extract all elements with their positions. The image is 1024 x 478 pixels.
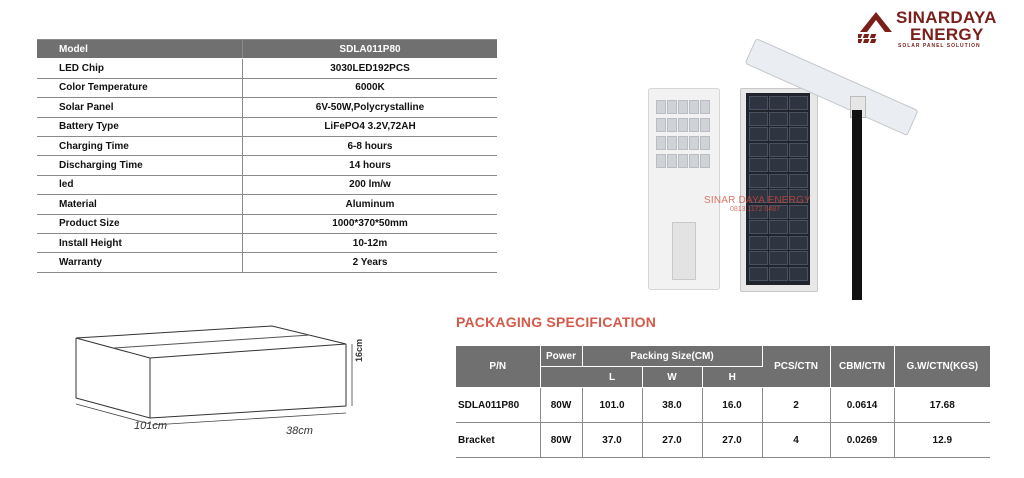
mounting-bracket-image — [672, 222, 696, 280]
solar-cell — [769, 127, 788, 141]
led-module — [667, 154, 677, 168]
w-header: W — [642, 367, 702, 388]
led-module — [700, 100, 710, 114]
pcs-cell: 2 — [762, 388, 830, 423]
pcs-ctn-header: PCS/CTN — [762, 346, 830, 388]
watermark-text: SINAR DAYA ENERGY — [704, 195, 811, 206]
spec-row — [37, 59, 497, 78]
led-module — [678, 154, 688, 168]
led-module — [689, 100, 699, 114]
h-cell: 27.0 — [702, 423, 762, 458]
spec-header-key: Model — [37, 40, 243, 59]
solar-cell — [789, 220, 808, 234]
solar-cell — [769, 220, 788, 234]
solar-cell — [789, 174, 808, 188]
led-module — [667, 136, 677, 150]
spec-row — [37, 117, 497, 136]
pn-header: P/N — [456, 346, 540, 388]
box-width-label: 38cm — [286, 425, 313, 437]
pcs-cell: 4 — [762, 423, 830, 458]
spec-value: 200 lm/w — [243, 175, 498, 194]
w-cell: 27.0 — [642, 423, 702, 458]
spec-header-value: SDLA011P80 — [243, 40, 498, 59]
solar-cell — [749, 158, 768, 172]
solar-cell — [749, 112, 768, 126]
watermark-phone: 0813 1172 0487 — [730, 206, 781, 213]
w-cell: 38.0 — [642, 388, 702, 423]
led-module — [700, 136, 710, 150]
spec-key: led — [37, 175, 243, 194]
spec-value: LiFePO4 3.2V,72AH — [243, 117, 498, 136]
spec-row — [37, 78, 497, 97]
led-module — [700, 118, 710, 132]
pole-image — [852, 110, 862, 300]
spec-value: 3030LED192PCS — [243, 59, 498, 78]
power-cell: 80W — [540, 423, 582, 458]
packaging-title: PACKAGING SPECIFICATION — [456, 314, 657, 330]
spec-value: 10-12m — [243, 233, 498, 252]
spec-key: Discharging Time — [37, 156, 243, 175]
solar-cell — [789, 158, 808, 172]
spec-value: Aluminum — [243, 195, 498, 214]
cbm-cell: 0.0614 — [830, 388, 894, 423]
spec-row — [37, 253, 497, 272]
led-module — [656, 154, 666, 168]
solar-cell — [749, 236, 768, 250]
spec-key: Install Height — [37, 233, 243, 252]
led-module — [689, 154, 699, 168]
spec-key: LED Chip — [37, 59, 243, 78]
spec-value: 2 Years — [243, 253, 498, 272]
solar-cell — [769, 236, 788, 250]
spec-value: 6V-50W,Polycrystalline — [243, 98, 498, 117]
solar-cell — [769, 267, 788, 281]
spec-row — [37, 214, 497, 233]
brand-name-line2: ENERGY — [910, 25, 984, 44]
solar-panel-image — [746, 93, 810, 285]
solar-cell — [769, 96, 788, 110]
gw-cell: 17.68 — [894, 388, 990, 423]
brand-logo — [858, 8, 1008, 48]
led-module — [678, 136, 688, 150]
solar-cell — [769, 174, 788, 188]
spec-key: Charging Time — [37, 136, 243, 155]
led-module — [700, 154, 710, 168]
cbm-cell: 0.0269 — [830, 423, 894, 458]
solar-cell — [749, 220, 768, 234]
packaging-row — [456, 423, 990, 458]
brand-tagline: SOLAR PANEL SOLUTION — [898, 43, 981, 49]
packing-size-header: Packing Size(CM) — [582, 346, 762, 367]
solar-cell — [789, 143, 808, 157]
box-height-label: 16cm — [354, 338, 364, 362]
spec-key: Warranty — [37, 253, 243, 272]
solar-cell — [789, 205, 808, 219]
spec-value: 14 hours — [243, 156, 498, 175]
l-header: L — [582, 367, 642, 388]
led-module — [656, 100, 666, 114]
led-module — [689, 136, 699, 150]
solar-cell — [749, 143, 768, 157]
spec-row — [37, 156, 497, 175]
solar-cell — [769, 158, 788, 172]
spec-row — [37, 233, 497, 252]
spec-key: Product Size — [37, 214, 243, 233]
spec-row — [37, 98, 497, 117]
spec-key: Battery Type — [37, 117, 243, 136]
solar-cell — [789, 96, 808, 110]
spec-value: 6000K — [243, 78, 498, 97]
pn-cell: SDLA011P80 — [456, 388, 540, 423]
solar-cell — [789, 112, 808, 126]
logo-mark-icon — [858, 10, 894, 44]
spec-value: 1000*370*50mm — [243, 214, 498, 233]
box-diagram — [66, 322, 366, 438]
pn-cell: Bracket — [456, 423, 540, 458]
spec-row — [37, 175, 497, 194]
packaging-row — [456, 388, 990, 423]
solar-cell — [789, 267, 808, 281]
solar-cell — [789, 236, 808, 250]
spec-row — [37, 195, 497, 214]
led-module — [678, 100, 688, 114]
led-module — [667, 118, 677, 132]
spec-key: Material — [37, 195, 243, 214]
solar-cell — [749, 251, 768, 265]
led-module — [678, 118, 688, 132]
solar-cell — [769, 143, 788, 157]
solar-cell — [749, 174, 768, 188]
gw-cell: 12.9 — [894, 423, 990, 458]
led-module — [656, 118, 666, 132]
solar-cell — [749, 127, 768, 141]
led-module — [689, 118, 699, 132]
cbm-ctn-header: CBM/CTN — [830, 346, 894, 388]
brand-name-line1: SINARDAYA — [896, 8, 997, 27]
spec-key: Solar Panel — [37, 98, 243, 117]
spec-value: 6-8 hours — [243, 136, 498, 155]
spec-table — [37, 39, 497, 273]
power-header: Power — [540, 346, 582, 367]
packaging-table — [456, 346, 990, 458]
solar-cell — [769, 112, 788, 126]
solar-cell — [749, 267, 768, 281]
spec-key: Color Temperature — [37, 78, 243, 97]
solar-cell — [769, 251, 788, 265]
gw-ctn-header: G.W/CTN(KGS) — [894, 346, 990, 388]
solar-cell — [749, 96, 768, 110]
spec-row — [37, 136, 497, 155]
solar-cell — [789, 251, 808, 265]
l-cell: 101.0 — [582, 388, 642, 423]
led-module — [667, 100, 677, 114]
h-cell: 16.0 — [702, 388, 762, 423]
spec-header-row — [37, 40, 497, 59]
h-header: H — [702, 367, 762, 388]
power-cell: 80W — [540, 388, 582, 423]
power-header-filler — [540, 367, 582, 388]
solar-cell — [789, 127, 808, 141]
led-module — [656, 136, 666, 150]
box-length-label: 101cm — [134, 420, 168, 432]
l-cell: 37.0 — [582, 423, 642, 458]
